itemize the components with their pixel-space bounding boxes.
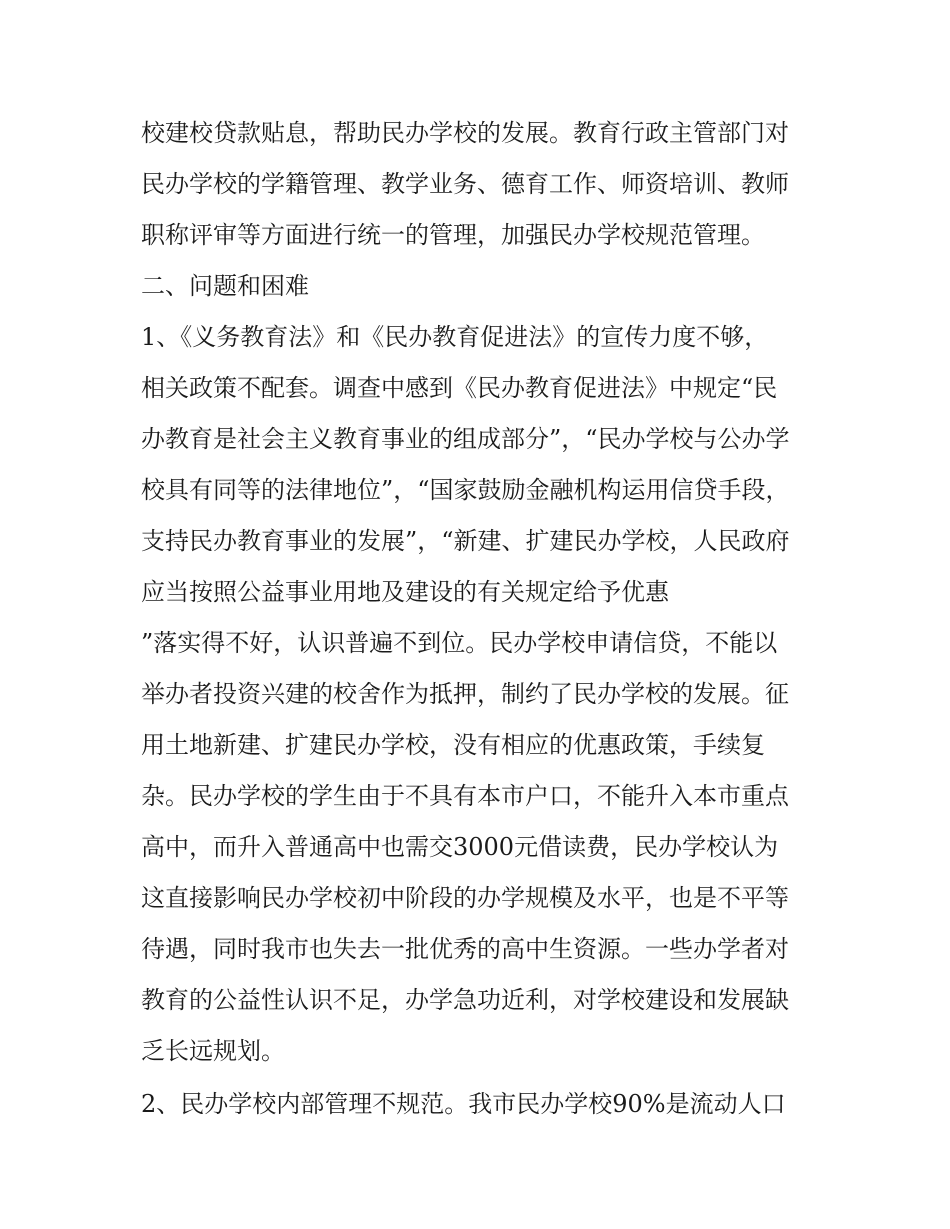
text-line: 举办者投资兴建的校舍作为抵押，制约了民办学校的发展。征 xyxy=(141,680,789,708)
text-line: 用土地新建、扩建民办学校，没有相应的优惠政策，手续复 xyxy=(141,731,765,759)
text-line: 高中，而升入普通高中也需交3000元借读费，民办学校认为 xyxy=(141,833,779,861)
text-line: 支持民办教育事业的发展”，“新建、扩建民办学校，人民政府 xyxy=(141,527,790,555)
text-line: 相关政策不配套。调查中感到《民办教育促进法》中规定“民 xyxy=(141,374,778,402)
text-line: 民办学校的学籍管理、教学业务、德育工作、师资培训、教师 xyxy=(141,170,789,198)
text-line: 乏长远规划。 xyxy=(141,1037,285,1065)
section-heading: 二、问题和困难 xyxy=(141,272,309,300)
text-line: 2、民办学校内部管理不规范。我市民办学校90%是流动人口 xyxy=(141,1090,786,1118)
text-line: 校建校贷款贴息，帮助民办学校的发展。教育行政主管部门对 xyxy=(141,119,789,147)
text-line: 1、《义务教育法》和《民办教育促进法》的宣传力度不够， xyxy=(141,323,769,351)
text-line: 这直接影响民办学校初中阶段的办学规模及水平，也是不平等 xyxy=(141,884,789,912)
text-line: ”落实得不好，认识普遍不到位。民办学校申请信贷，不能以 xyxy=(141,629,778,657)
text-line: 办教育是社会主义教育事业的组成部分”，“民办学校与公办学 xyxy=(141,425,790,453)
text-line: 杂。民办学校的学生由于不具有本市户口，不能升入本市重点 xyxy=(141,782,789,810)
text-line: 应当按照公益事业用地及建设的有关规定给予优惠 xyxy=(141,578,669,606)
text-line: 待遇，同时我市也失去一批优秀的高中生资源。一些办学者对 xyxy=(141,935,789,963)
body-text xyxy=(141,108,821,1130)
text-line: 职称评审等方面进行统一的管理，加强民办学校规范管理。 xyxy=(141,221,765,249)
text-line: 校具有同等的法律地位”，“国家鼓励金融机构运用信贷手段， xyxy=(141,476,790,504)
text-line: 教育的公益性认识不足，办学急功近利，对学校建设和发展缺 xyxy=(141,986,789,1014)
